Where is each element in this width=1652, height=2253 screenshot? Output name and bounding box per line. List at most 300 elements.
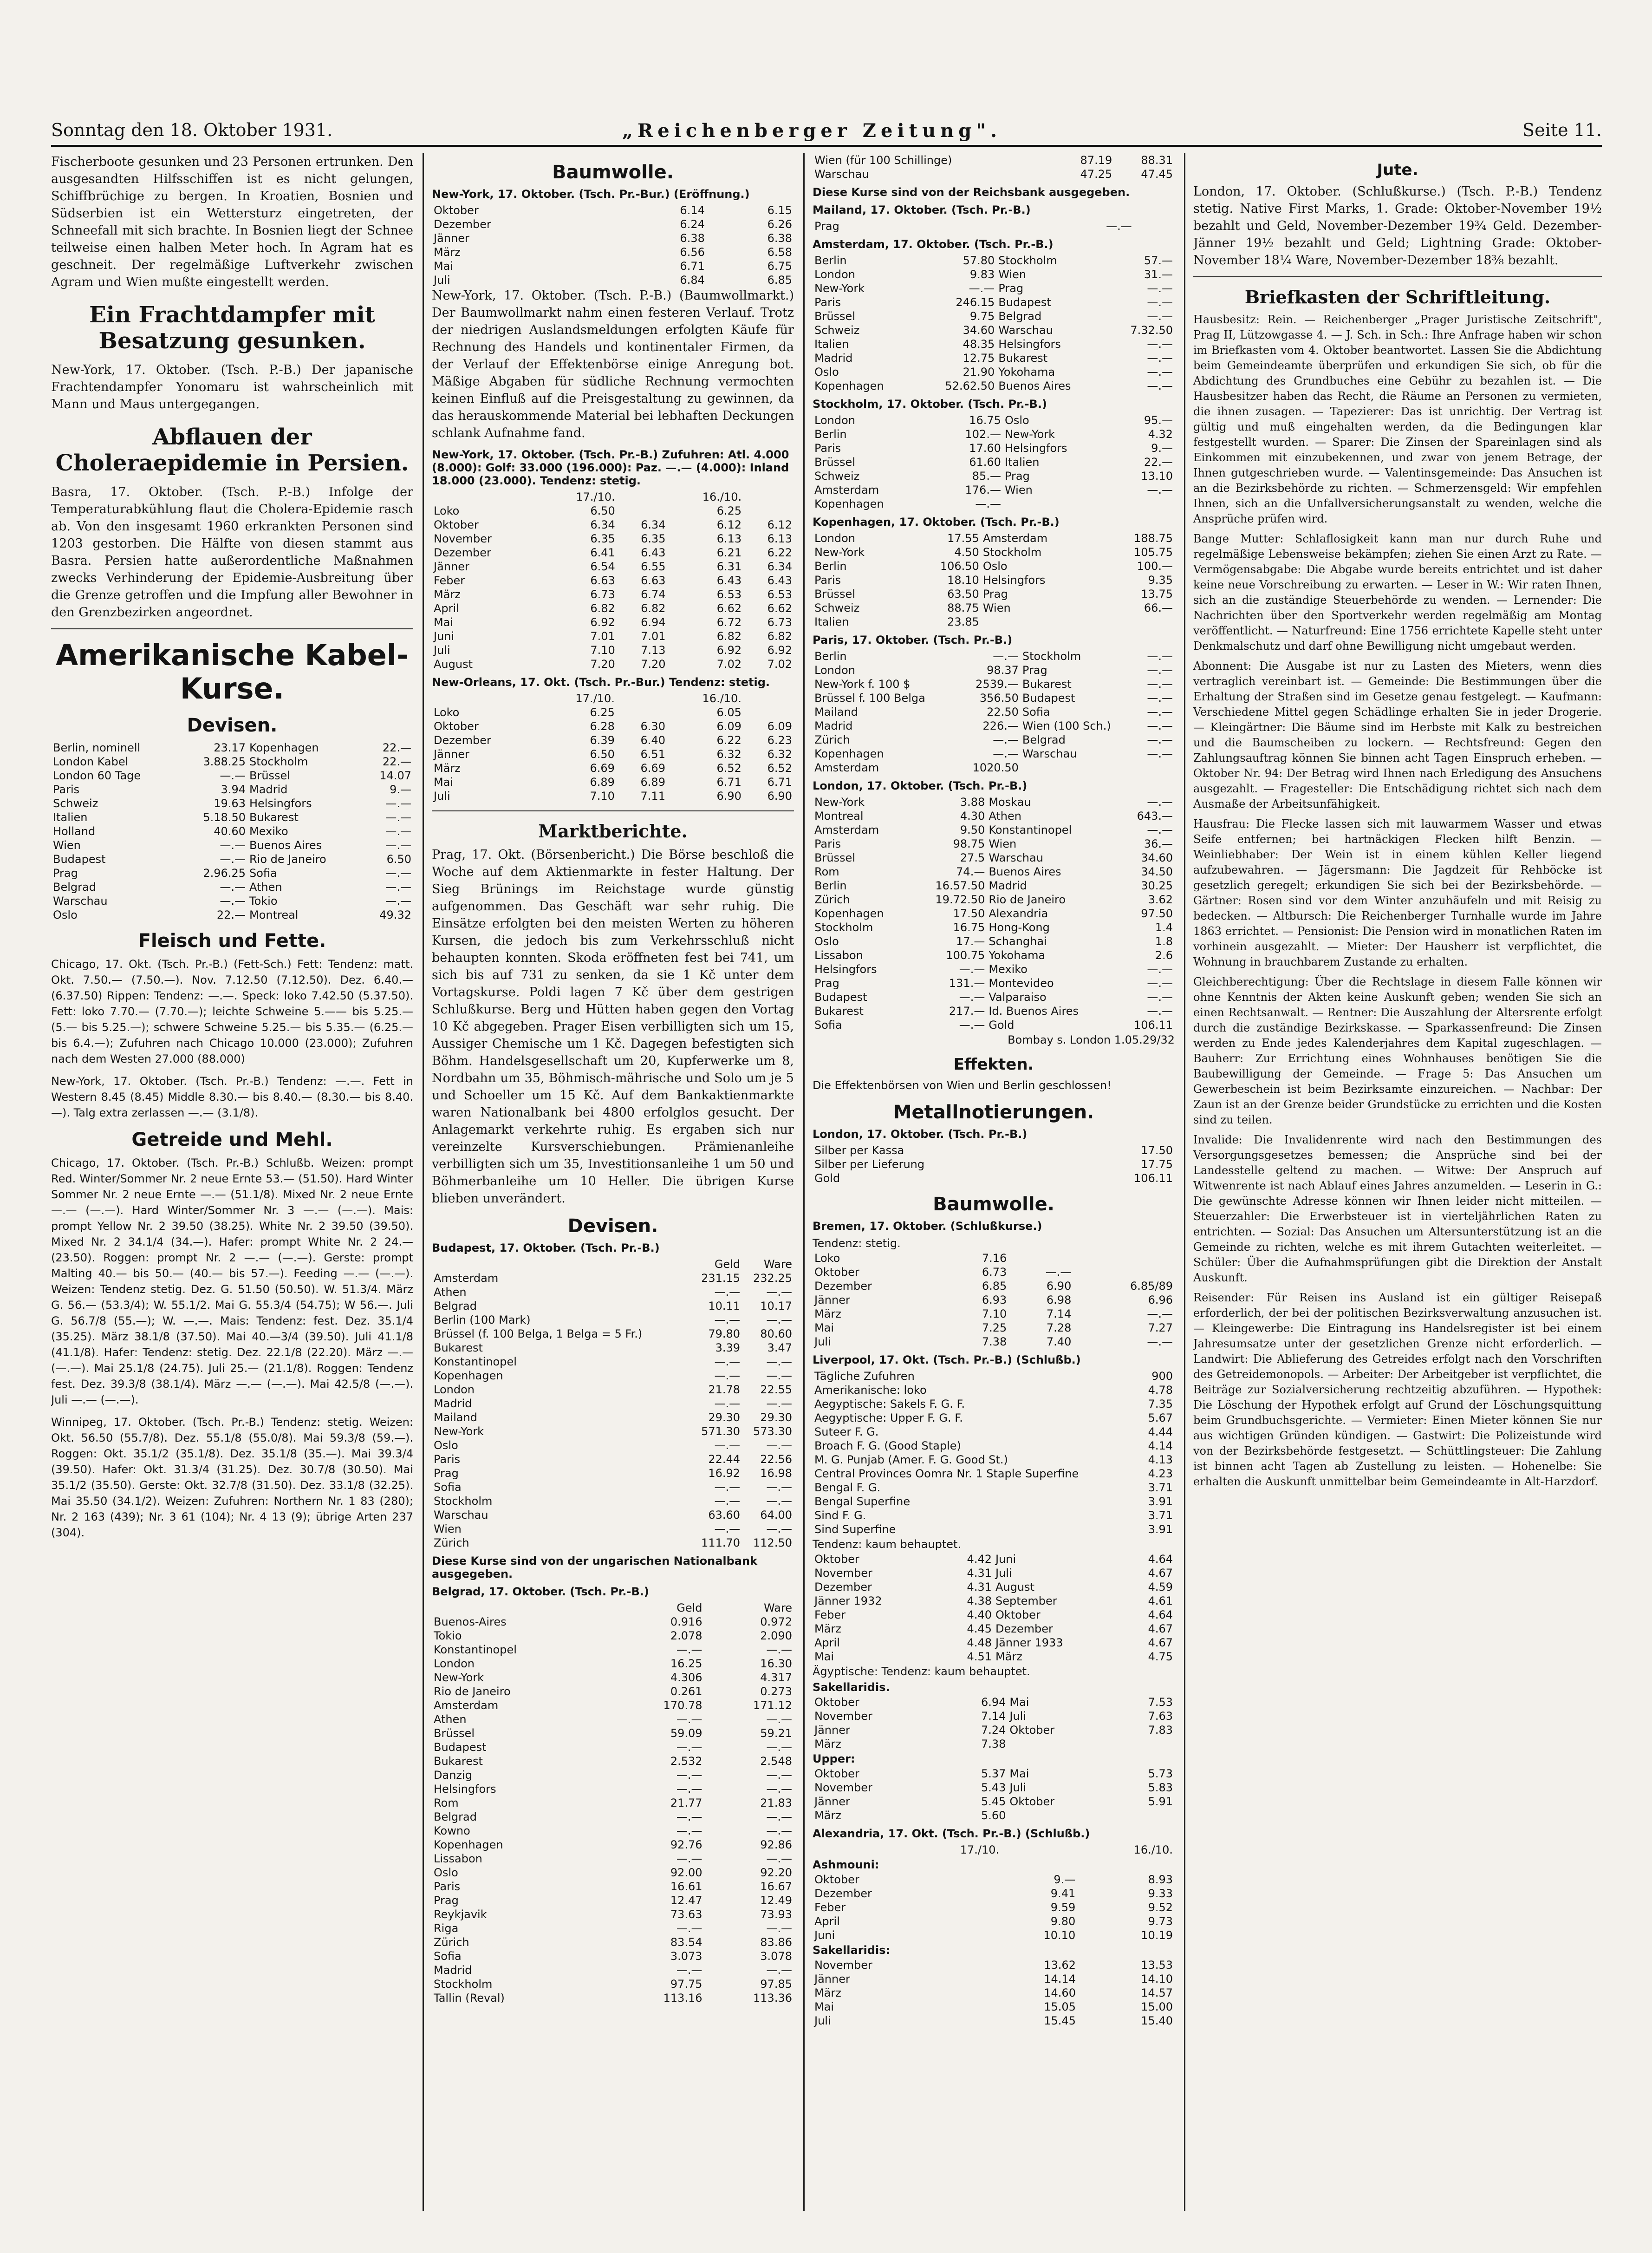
- table-cell: März: [814, 1622, 841, 1635]
- table-row: [813, 1522, 1175, 1536]
- table-cell: —.—: [766, 1643, 792, 1656]
- table-cell: Italien: [814, 615, 849, 628]
- table-cell: 2.532: [670, 1755, 702, 1768]
- table-cell: Amsterdam: [434, 1699, 499, 1712]
- table-cell: Athen: [434, 1713, 467, 1726]
- table-cell: —.—: [714, 1286, 741, 1299]
- table-cell: Mai: [434, 776, 454, 789]
- table-cell: Mai: [814, 1650, 834, 1663]
- table-row: [813, 1411, 1175, 1425]
- table-row: [813, 1467, 1175, 1481]
- table-cell: 6.94: [981, 1696, 1006, 1709]
- table-cell: 2.090: [760, 1629, 792, 1642]
- alexandria-dateline: Alexandria, 17. Okt. (Tsch. Pr.-B.) (Schlußb.): [813, 1827, 1090, 1840]
- table-row: [813, 531, 1175, 545]
- page-header: [51, 120, 1602, 148]
- table-cell: Tokio: [249, 895, 278, 908]
- table-row: [813, 1928, 1175, 1942]
- table-cell: 7.35: [1148, 1398, 1173, 1411]
- table-cell: 12.75: [963, 352, 995, 365]
- table-cell: 171.12: [753, 1699, 792, 1712]
- table-cell: 6.92: [716, 644, 742, 657]
- briefkasten-paragraph: Hausbesitz: Rein. — Reichenberger „Prager Juristische Zeitschrift", Prag II, Lützowgasse 4. — J. Sch. in Sch.: Ihre Anfrage haben wir schon im Briefkasten vom 4. Oktober beantwortet. Lassen Sie die Abdichtung beim Gemeindeamte überprüfen und erkundigen Sie sich, ob für die Abdichtung des Grundbuches eine Gebühr zu bezahlen ist. — Die Hausbesitzer haben das Recht, die Räume an Personen zu vermieten, die ihnen zusagen. — Tapezierer: Das ist unrichtig. Der Vertrag ist gültig und muß eingehalten werden, da die Bedingungen klar festgestellt wurden. — Sparer: Die Zinsen der Spareinlagen sind als Einkommen mit einzubekennen, und zwar von jenem Betrage, der Ihnen gutgeschrieben wurde. — Valentinsgemeinde: Das Ansuchen ist an die Bezirksbehörde zu richten. — Schmerzensgeld: Wir empfehlen Ihnen, sich an die Unfallversicherungsanstalt zu wenden, welche die Ansprüche prüfen wird.: [1193, 313, 1602, 525]
- table-cell: 4.38: [967, 1594, 992, 1607]
- table-row: [432, 1880, 794, 1894]
- table-cell: 6.89: [640, 776, 665, 789]
- table-cell: [1008, 1737, 1113, 1751]
- table-cell: Yokohama: [998, 366, 1055, 379]
- table-cell: 52.62.50: [945, 379, 995, 392]
- table-row: [432, 657, 794, 671]
- table-cell: 6.54: [590, 560, 615, 573]
- table-cell: Brüssel: [814, 588, 855, 601]
- table-cell: Prag: [53, 867, 78, 880]
- table-row: [813, 795, 1175, 809]
- table-cell: 7.27: [1148, 1321, 1173, 1334]
- jute-text: London, 17. Oktober. (Schlußkurse.) (Tsch. P.-B.) Tendenz stetig. Native First Marks, 1. Grade: Oktober-November 19½ bezahlt und Geld, November-Dezember 19¾ Geld. Dezember-Jänner 19½ bezahlt und Geld; Lightning Grade: Oktober-November 18¼ Ware, November-Dezember 18⅜ bezahlt.: [1193, 184, 1602, 268]
- table-row: [813, 1650, 1175, 1664]
- table-cell: Budapest: [434, 1741, 487, 1754]
- table-cell: Paris: [434, 1453, 461, 1466]
- devisen-row: [51, 908, 413, 922]
- table-cell: 6.34: [767, 560, 792, 573]
- table-cell: Juli: [1009, 1710, 1027, 1723]
- table-cell: —.—: [766, 1495, 792, 1508]
- kopenhagen-table: [813, 531, 1175, 629]
- table-cell: Budapest: [53, 853, 106, 866]
- table-cell: 6.40: [640, 734, 665, 747]
- table-cell: —.—: [676, 1741, 702, 1754]
- table-cell: 1020.50: [972, 761, 1019, 774]
- table-cell: Mexiko: [249, 825, 288, 838]
- table-cell: 6.52: [716, 762, 741, 775]
- table-cell: 97.50: [1141, 907, 1173, 920]
- table-row: [813, 1383, 1175, 1397]
- table-row: [813, 1265, 1175, 1279]
- table-cell: Prag: [982, 588, 1008, 601]
- table-cell: 29.30: [708, 1411, 741, 1424]
- table-cell: Berlin: [814, 879, 847, 892]
- table-cell: Zürich: [434, 1936, 469, 1949]
- effekten-title: Effekten.: [953, 1055, 1034, 1074]
- table-cell: —.—: [993, 650, 1019, 663]
- table-row: [813, 497, 1175, 511]
- table-cell: Bengal Superfine: [814, 1495, 911, 1508]
- table-row: [813, 1425, 1175, 1439]
- table-header-row: [432, 1257, 794, 1271]
- table-cell: 88.75: [947, 601, 979, 614]
- table-cell: 6.53: [767, 588, 792, 601]
- table-cell: [1021, 761, 1138, 775]
- table-cell: —.—: [385, 895, 411, 908]
- table-cell: —.—: [1147, 379, 1173, 392]
- table-cell: 7.38: [981, 1737, 1006, 1750]
- table-cell: 6.22: [716, 734, 741, 747]
- table-cell: 10.10: [1043, 1929, 1076, 1942]
- table-row: [813, 1171, 1175, 1185]
- table-row: [813, 153, 1175, 167]
- table-cell: 34.50: [1141, 865, 1173, 878]
- table-cell: —.—: [766, 1852, 792, 1865]
- table-cell: 98.75: [953, 837, 985, 850]
- table-cell: 1.8: [1155, 935, 1173, 948]
- table-cell: 15.45: [1044, 2014, 1076, 2027]
- table-cell: London: [434, 1657, 475, 1670]
- table-cell: 6.22: [767, 546, 792, 559]
- table-cell: [1003, 497, 1115, 511]
- table-cell: Aegyptische: Upper F. G. F.: [814, 1411, 963, 1424]
- table-cell: Silber per Lieferung: [814, 1158, 925, 1171]
- metall-dateline: London, 17. Oktober. (Tsch. Pr.-B.): [813, 1128, 1028, 1141]
- table-cell: 170.78: [663, 1699, 702, 1712]
- devisen-row: [51, 810, 413, 824]
- table-cell: Tokio: [434, 1629, 462, 1642]
- marktberichte-title: Marktberichte.: [538, 821, 688, 842]
- table-cell: [1073, 1251, 1175, 1265]
- table-cell: 22.—: [216, 908, 246, 921]
- table-row: [432, 1643, 794, 1657]
- table-row: [432, 1271, 794, 1285]
- table-cell: 5.67: [1148, 1411, 1173, 1424]
- table-cell: Wien: [998, 268, 1027, 281]
- liverpool-tendenz: Tendenz: kaum behauptet.: [813, 1538, 962, 1551]
- table-cell: 12.49: [760, 1894, 792, 1907]
- table-cell: 12.47: [670, 1894, 702, 1907]
- table-cell: Oslo: [814, 935, 839, 948]
- table-row: [432, 1313, 794, 1327]
- table-row: [432, 1480, 794, 1494]
- table-cell: Mai: [814, 2000, 834, 2013]
- table-row: [813, 1594, 1175, 1608]
- table-row: [813, 1397, 1175, 1411]
- table-cell: [1008, 1809, 1113, 1822]
- table-cell: 6.93: [982, 1293, 1007, 1306]
- baumwollmarkt-text: New-York, 17. Oktober. (Tsch. P.-B.) (Baumwollmarkt.) Der Baumwollmarkt nahm einen festeren Verlauf. Trotz der niedrigen Auslandsmeldungen erfolgten Käufe für Rechnung des Handels und kontinentaler Firmen, da der Verlauf der Effektenbörse einige Anregung bot. Mäßige Abgaben für südliche Rechnung vermochten keinen Einfluß auf die Preisgestaltung zu gewinnen, da das herauskommende Material bei lebhaften Deckungen schlank Aufnahme fand.: [432, 288, 794, 440]
- table-cell: Id. Buenos Aires: [989, 1005, 1079, 1018]
- table-row: [432, 1824, 794, 1838]
- table-cell: Dezember: [995, 1622, 1053, 1635]
- table-cell: Feber: [434, 574, 465, 587]
- table-cell: Wien (für 100 Schillinge): [814, 154, 952, 167]
- table-cell: —.—: [766, 1313, 792, 1326]
- table-cell: —.—: [1147, 678, 1173, 691]
- devisen-row: [51, 894, 413, 908]
- table-cell: April: [434, 602, 459, 615]
- table-row: [432, 1657, 794, 1671]
- table-row: [813, 1873, 1175, 1887]
- table-row: [432, 1810, 794, 1824]
- table-cell: 6.82: [641, 602, 666, 615]
- table-cell: 6.96: [1148, 1293, 1173, 1306]
- table-cell: London Kabel: [53, 755, 129, 768]
- table-row: [813, 1566, 1175, 1580]
- table-cell: 6.63: [590, 574, 615, 587]
- newyork2-dateline: New-York, 17. Oktober. (Tsch. Pr.-B.) Zufuhren: Atl. 4.000 (8.000): Golf: 33.000 (196.000): Paz. —.— (4.000): Inland 18.000 (23.000). Tendenz: stetig.: [432, 448, 789, 487]
- table-cell: —.—: [676, 1922, 702, 1935]
- table-row: [813, 309, 1175, 323]
- table-cell: Kopenhagen: [814, 747, 884, 760]
- table-row: [813, 1004, 1175, 1018]
- table-cell: 1.4: [1155, 921, 1173, 934]
- table-cell: Tallin (Reval): [434, 1992, 505, 2005]
- table-cell: 6.69: [590, 762, 615, 775]
- column-3: [813, 153, 1175, 2211]
- table-cell: —.—: [676, 1824, 702, 1837]
- section-rule: [1193, 276, 1602, 277]
- table-row: [432, 1494, 794, 1508]
- table-cell: —.—: [1147, 282, 1173, 295]
- table-row: [813, 823, 1175, 837]
- table-cell: Wien (100 Sch.): [1022, 719, 1111, 732]
- ungarische-nationalbank-note: Diese Kurse sind von der ungarischen Nationalbank ausgegeben.: [432, 1554, 758, 1580]
- table-cell: 6.73: [767, 616, 792, 629]
- table-cell: 6.35: [590, 532, 615, 545]
- table-row: [813, 413, 1175, 427]
- table-cell: Juli: [434, 644, 450, 657]
- table-cell: 16.30: [760, 1657, 792, 1670]
- table-cell: Konstantinopel: [434, 1355, 517, 1368]
- table-row: [813, 809, 1175, 823]
- table-cell: 6.50: [590, 504, 615, 517]
- table-row: [813, 1900, 1175, 1914]
- table-cell: —.—: [220, 769, 246, 782]
- table-cell: Aegyptische: Sakels F. G. F.: [814, 1398, 965, 1411]
- table-cell: Paris: [814, 837, 841, 850]
- column-1: [51, 153, 413, 2211]
- table-row: [813, 649, 1175, 663]
- table-cell: 4.59: [1148, 1580, 1173, 1593]
- table-cell: London: [814, 268, 855, 281]
- table-cell: 9.52: [1148, 1901, 1173, 1914]
- table-cell: Dezember: [814, 1887, 872, 1900]
- table-cell: Jänner: [434, 748, 469, 761]
- table-cell: 4.23: [1148, 1467, 1173, 1480]
- table-cell: —.—: [385, 797, 411, 810]
- table-cell: —.—: [220, 895, 246, 908]
- table-cell: Paris: [814, 442, 841, 455]
- table-cell: Juni: [995, 1553, 1016, 1566]
- table-cell: [617, 504, 668, 518]
- table-cell: November: [434, 532, 492, 545]
- table-cell: 13.75: [1141, 588, 1173, 601]
- table-cell: 7.40: [1046, 1335, 1072, 1348]
- table-cell: —.—: [766, 1922, 792, 1935]
- table-row: [432, 1452, 794, 1466]
- table-cell: 22.55: [760, 1383, 792, 1396]
- table-cell: 3.88.25: [203, 755, 246, 768]
- table-row: [813, 1481, 1175, 1495]
- table-cell: 6.09: [767, 720, 792, 733]
- table-cell: Athen: [434, 1286, 467, 1299]
- table-cell: Sofia: [434, 1481, 462, 1494]
- paris-table: [813, 649, 1175, 775]
- header-page-number: Seite 11.: [1522, 120, 1602, 140]
- table-cell: Sind Superfine: [814, 1523, 896, 1536]
- table-cell: —.—: [676, 1713, 702, 1726]
- table-cell: Italien: [53, 811, 88, 824]
- table-cell: Juli: [434, 790, 450, 803]
- london-dateline: London, 17. Oktober. (Tsch. Pr.-B.): [813, 779, 1028, 792]
- table-cell: Dezember: [814, 1580, 872, 1593]
- table-cell: 21.90: [963, 366, 995, 379]
- kopenhagen-dateline: Kopenhagen, 17. Oktober. (Tsch. Pr.-B.): [813, 516, 1060, 529]
- table-cell: —.—: [1147, 705, 1173, 718]
- table-row: [432, 761, 794, 775]
- liverpool-months-table: [813, 1552, 1175, 1664]
- table-cell: Brüssel: [434, 1727, 475, 1740]
- table-cell: 2.96.25: [203, 867, 246, 880]
- table-cell: 6.34: [641, 518, 666, 531]
- table-row: [813, 1972, 1175, 1986]
- table-cell: —.—: [1147, 296, 1173, 309]
- table-cell: Suteer F. G.: [814, 1425, 879, 1438]
- article-title-cholera: Abflauen der Choleraepidemie in Persien.: [55, 424, 409, 476]
- column-header: 17./10.: [575, 692, 615, 705]
- table-cell: —.—: [766, 1439, 792, 1452]
- table-cell: Oktober: [434, 204, 479, 217]
- table-cell: 17.55: [947, 532, 979, 545]
- table-cell: November: [814, 1567, 872, 1580]
- table-row: [813, 761, 1175, 775]
- table-cell: —.—: [1147, 1335, 1173, 1348]
- table-cell: Oktober: [434, 720, 479, 733]
- table-cell: 4.31: [967, 1567, 992, 1580]
- table-cell: April: [814, 1915, 840, 1928]
- table-row: [432, 1754, 794, 1768]
- table-cell: 6.62: [767, 602, 792, 615]
- table-row: [813, 615, 1175, 629]
- table-row: [432, 588, 794, 601]
- lead-paragraph: Fischerboote gesunken und 23 Personen ertrunken. Den ausgesandten Hilfsschiffen ist es nicht gelungen, Schiffbrüchige zu bergen. In Kroatien, Bosnien und Südserbien ist ein Wettersturz eingetreten, der Schneefall mit sich brachte. In Bosnien liegt der Schnee teilweise einen halben Meter hoch. In Agram hat es geschneit. Der regelmäßige Luftverkehr zwischen Agram und Wien mußte eingestellt werden.: [51, 155, 413, 289]
- table-row: [813, 663, 1175, 677]
- table-row: [813, 962, 1175, 976]
- table-cell: Wien: [1004, 483, 1033, 496]
- section-rule: [51, 628, 413, 629]
- table-row: [813, 1453, 1175, 1467]
- table-cell: 7.10: [590, 644, 615, 657]
- table-row: [813, 1307, 1175, 1321]
- table-cell: 6.24: [680, 218, 705, 231]
- table-cell: 105.75: [1134, 546, 1173, 559]
- table-cell: Danzig: [434, 1769, 472, 1782]
- table-cell: 6.82: [767, 630, 792, 643]
- table-cell: 47.45: [1141, 168, 1173, 181]
- table-cell: 7.16: [982, 1252, 1007, 1265]
- newyork-baumwolle-table: [432, 203, 794, 287]
- briefkasten-paragraph: Bange Mutter: Schlaflosigkeit kann man nur durch Ruhe und regelmäßige Lebensweise bekämpfen; ziehen Sie einen Arzt zu Rate. — Vermögensabgabe: Die Abgabe wurde bereits entrichtet und ist daher keine neue Vorschreibung zu erwarten. — Leser in W.: Wir raten Ihnen, sich an die zuständige Steuerbehörde zu wenden. — Lernender: Die Nachrichten über den Sportverkehr werden regelmäßig am Montag veröffentlicht. — Naturfreund: Eine 1756 errichtete Kapelle steht unter Denkmalschutz und darf ohne Bewilligung nicht umgebaut werden.: [1193, 532, 1602, 653]
- table-cell: 22.50: [987, 705, 1019, 718]
- table-cell: 9.75: [969, 310, 995, 323]
- table-cell: —.—: [385, 825, 411, 838]
- table-cell: Mai: [1009, 1696, 1029, 1709]
- table-row: [432, 1438, 794, 1452]
- table-cell: 6.73: [590, 588, 615, 601]
- table-cell: Brüssel f. 100 Belga: [814, 692, 925, 705]
- table-row: [813, 2014, 1175, 2028]
- table-cell: Wien: [53, 839, 81, 852]
- wien-warschau-table: [813, 153, 1175, 181]
- winnipeg-text: Winnipeg, 17. Oktober. (Tsch. Pr.-B.) Tendenz: stetig. Weizen: Okt. 56.50 (55.7/8). Dez. 55.1/8 (55.0/8). Mai 59.3/8 (59.—). Roggen: Okt. 35.1/2 (35.1/8). Dez. 35.1/8 (35.—). Mai 39.3/4 (39.50). Hafer: Okt. 31.3/4 (31.25). Dez. 30.7/8 (30.50). Mai 35.1/2 (35.50). Gerste: Okt. 32.7/8 (31.50). Dez. 33.1/8 (32.25). Mai 35.50 (34.1/2). Weizen: Zufuhren: Northern Nr. 1 83 (280); Nr. 2 163 (439); Nr. 3 61 (104); Nr. 4 13 (9); übrige Arten 237 (304).: [51, 1416, 413, 1539]
- column-header: [813, 1843, 827, 1857]
- table-row: [432, 747, 794, 761]
- table-cell: 6.30: [640, 720, 665, 733]
- table-cell: Madrid: [814, 352, 853, 365]
- table-cell: Juli: [814, 1335, 831, 1348]
- table-cell: New-York: [434, 1425, 484, 1438]
- table-cell: —.—: [676, 1643, 702, 1656]
- table-cell: 73.63: [670, 1908, 702, 1921]
- table-row: [813, 573, 1175, 587]
- table-cell: 16.25: [670, 1657, 702, 1670]
- table-cell: 83.54: [670, 1936, 702, 1949]
- table-cell: 3.71: [1148, 1481, 1173, 1494]
- table-cell: 17.50: [953, 907, 985, 920]
- amsterdam-dateline: Amsterdam, 17. Oktober. (Tsch. Pr.-B.): [813, 238, 1054, 251]
- table-cell: Konstantinopel: [434, 1643, 517, 1656]
- table-cell: 6.71: [716, 776, 741, 789]
- table-cell: —.—: [714, 1397, 741, 1410]
- table-cell: Kowno: [434, 1824, 470, 1837]
- table-cell: [1137, 761, 1175, 775]
- table-row: [432, 601, 794, 615]
- table-cell: Konstantinopel: [989, 823, 1072, 836]
- table-cell: Brüssel: [814, 851, 855, 864]
- table-cell: 4.45: [967, 1622, 992, 1635]
- table-cell: —.—: [1147, 796, 1173, 809]
- table-cell: Mai: [1009, 1767, 1029, 1780]
- table-cell: 0.273: [760, 1685, 792, 1698]
- table-cell: Wien: [989, 837, 1017, 850]
- table-cell: November: [814, 1781, 872, 1794]
- table-cell: 21.78: [708, 1383, 741, 1396]
- table-cell: Oslo: [982, 560, 1008, 573]
- table-cell: 6.75: [767, 260, 792, 273]
- table-cell: 6.89: [590, 776, 615, 789]
- table-row: [432, 1894, 794, 1907]
- table-cell: —.—: [1147, 1307, 1173, 1320]
- belgrad-devisen-table: [432, 1601, 794, 2005]
- table-cell: März: [814, 1809, 841, 1822]
- table-cell: Oktober: [995, 1608, 1041, 1621]
- alexandria-head: [813, 1843, 1175, 1857]
- table-cell: 57.—: [1144, 254, 1173, 267]
- table-cell: Athen: [249, 881, 282, 894]
- table-cell: 6.31: [716, 560, 742, 573]
- table-cell: Mailand: [434, 1411, 477, 1424]
- table-cell: 97.85: [760, 1978, 792, 1991]
- table-row: [813, 1709, 1175, 1723]
- table-row: [432, 1838, 794, 1852]
- table-cell: 6.85/89: [1130, 1280, 1173, 1293]
- table-cell: Oktober: [1009, 1724, 1055, 1737]
- table-cell: Schweiz: [814, 601, 860, 614]
- table-cell: 15.05: [1044, 2000, 1076, 2013]
- table-cell: 4.40: [967, 1608, 992, 1621]
- table-cell: 6.84: [680, 274, 705, 287]
- header-masthead: „Reichenberger Zeitung".: [622, 120, 1002, 142]
- table-cell: Mai: [434, 616, 454, 629]
- budapest-dateline: Budapest, 17. Oktober. (Tsch. Pr.-B.): [432, 1241, 660, 1254]
- table-row: [813, 837, 1175, 851]
- table-cell: —.—: [969, 282, 995, 295]
- table-cell: 61.60: [969, 456, 1001, 469]
- bremen-dateline: Bremen, 17. Oktober. (Schlußkurse.): [813, 1220, 1042, 1233]
- table-cell: 3.71: [1148, 1509, 1173, 1522]
- table-row: [432, 1424, 794, 1438]
- table-cell: [1113, 1737, 1175, 1751]
- table-cell: 16.67: [760, 1880, 792, 1893]
- table-row: [432, 1508, 794, 1522]
